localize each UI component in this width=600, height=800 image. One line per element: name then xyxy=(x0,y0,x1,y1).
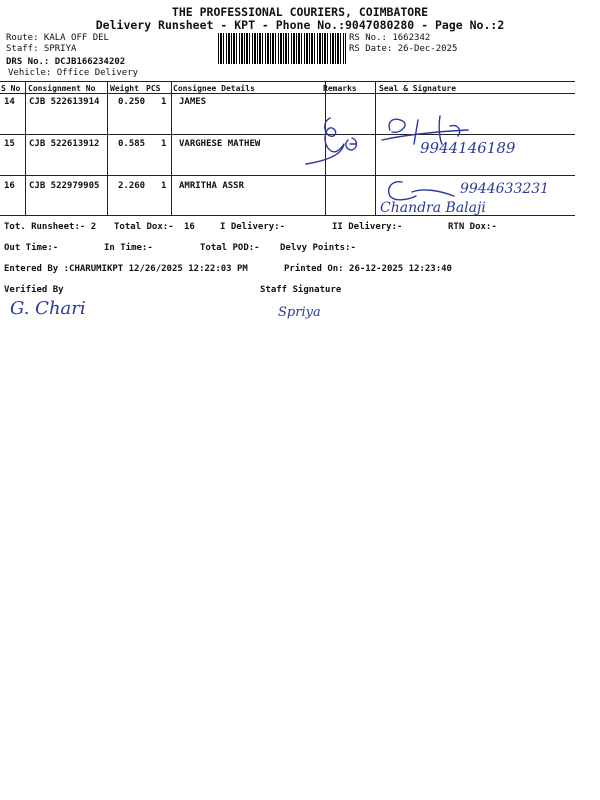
delvy-points-label: Delvy Points:- xyxy=(280,243,356,253)
table-top-border xyxy=(0,81,575,82)
table-row-weight: 2.260 xyxy=(118,181,146,191)
table-row-sno: 15 xyxy=(4,139,15,149)
table-row-sno: 14 xyxy=(4,97,15,107)
column-divider xyxy=(107,81,108,215)
vehicle-label: Vehicle: Office Delivery xyxy=(8,68,139,78)
runsheet-subtitle: Delivery Runsheet - KPT - Phone No.:9047080280 - Page No.:2 xyxy=(95,18,505,32)
staff-signature-label: Staff Signature xyxy=(260,285,342,295)
total-dox-value: 16 xyxy=(184,222,195,232)
rs-date: RS Date: 26-Dec-2025 xyxy=(349,44,458,54)
in-time-label: In Time:- xyxy=(104,243,153,253)
table-row-sno: 16 xyxy=(4,181,15,191)
table-row-weight: 0.250 xyxy=(118,97,146,107)
table-row-pcs: 1 xyxy=(161,139,167,149)
drs-number: DRS No.: DCJB166234202 xyxy=(6,57,126,67)
company-title: THE PROFESSIONAL COURIERS, COIMBATORE xyxy=(171,5,429,19)
table-row-consignment: CJB 522613912 xyxy=(29,139,100,149)
col-header-weight: Weight xyxy=(110,84,139,93)
ii-delivery-label: II Delivery:- xyxy=(332,222,403,232)
table-row-consignee: VARGHESE MATHEW xyxy=(179,139,261,149)
staff-signature: Spriya xyxy=(278,305,321,320)
staff-label: Staff: SPRIYA xyxy=(6,44,77,54)
handwritten-phone-row16: 9944633231 xyxy=(460,181,550,197)
table-row-consignment: CJB 522979905 xyxy=(29,181,100,191)
barcode-image xyxy=(218,33,346,64)
total-dox-label: Total Dox:- xyxy=(114,222,174,232)
route-label: Route: KALA OFF DEL xyxy=(6,33,109,43)
table-header-border xyxy=(0,93,575,94)
table-row-weight: 0.585 xyxy=(118,139,146,149)
col-header-seal: Seal & Signature xyxy=(379,84,457,93)
handwritten-phone-row15: 9944146189 xyxy=(420,139,516,157)
out-time-label: Out Time:- xyxy=(4,243,59,253)
rs-number: RS No.: 1662342 xyxy=(349,33,431,43)
col-header-remarks: Remarks xyxy=(323,84,357,93)
verifier-signature: G. Chari xyxy=(10,298,86,319)
col-header-consignee: Consignee Details xyxy=(173,84,255,93)
table-row-consignment: CJB 522613914 xyxy=(29,97,100,107)
tot-runsheet: Tot. Runsheet:- 2 xyxy=(4,222,97,232)
i-delivery-label: I Delivery:- xyxy=(220,222,286,232)
table-row-pcs: 1 xyxy=(161,97,167,107)
table-row-pcs: 1 xyxy=(161,181,167,191)
col-header-consignment: Consignment No xyxy=(28,84,96,93)
verified-by-label: Verified By xyxy=(4,285,64,295)
col-header-sno: S No xyxy=(1,84,21,93)
rtn-dox-label: RTN Dox:- xyxy=(448,222,497,232)
table-row-consignee: JAMES xyxy=(179,97,207,107)
total-pod-label: Total POD:- xyxy=(200,243,260,253)
entered-by: Entered By :CHARUMIKPT 12/26/2025 12:22:03 PM xyxy=(4,264,248,274)
table-row-consignee: AMRITHA ASSR xyxy=(179,181,245,191)
col-header-pcs: PCS xyxy=(146,84,161,93)
column-divider xyxy=(25,81,26,215)
printed-on: Printed On: 26-12-2025 12:23:40 xyxy=(284,264,452,274)
column-divider xyxy=(171,81,172,215)
handwritten-name-row16: Chandra Balaji xyxy=(380,200,486,216)
